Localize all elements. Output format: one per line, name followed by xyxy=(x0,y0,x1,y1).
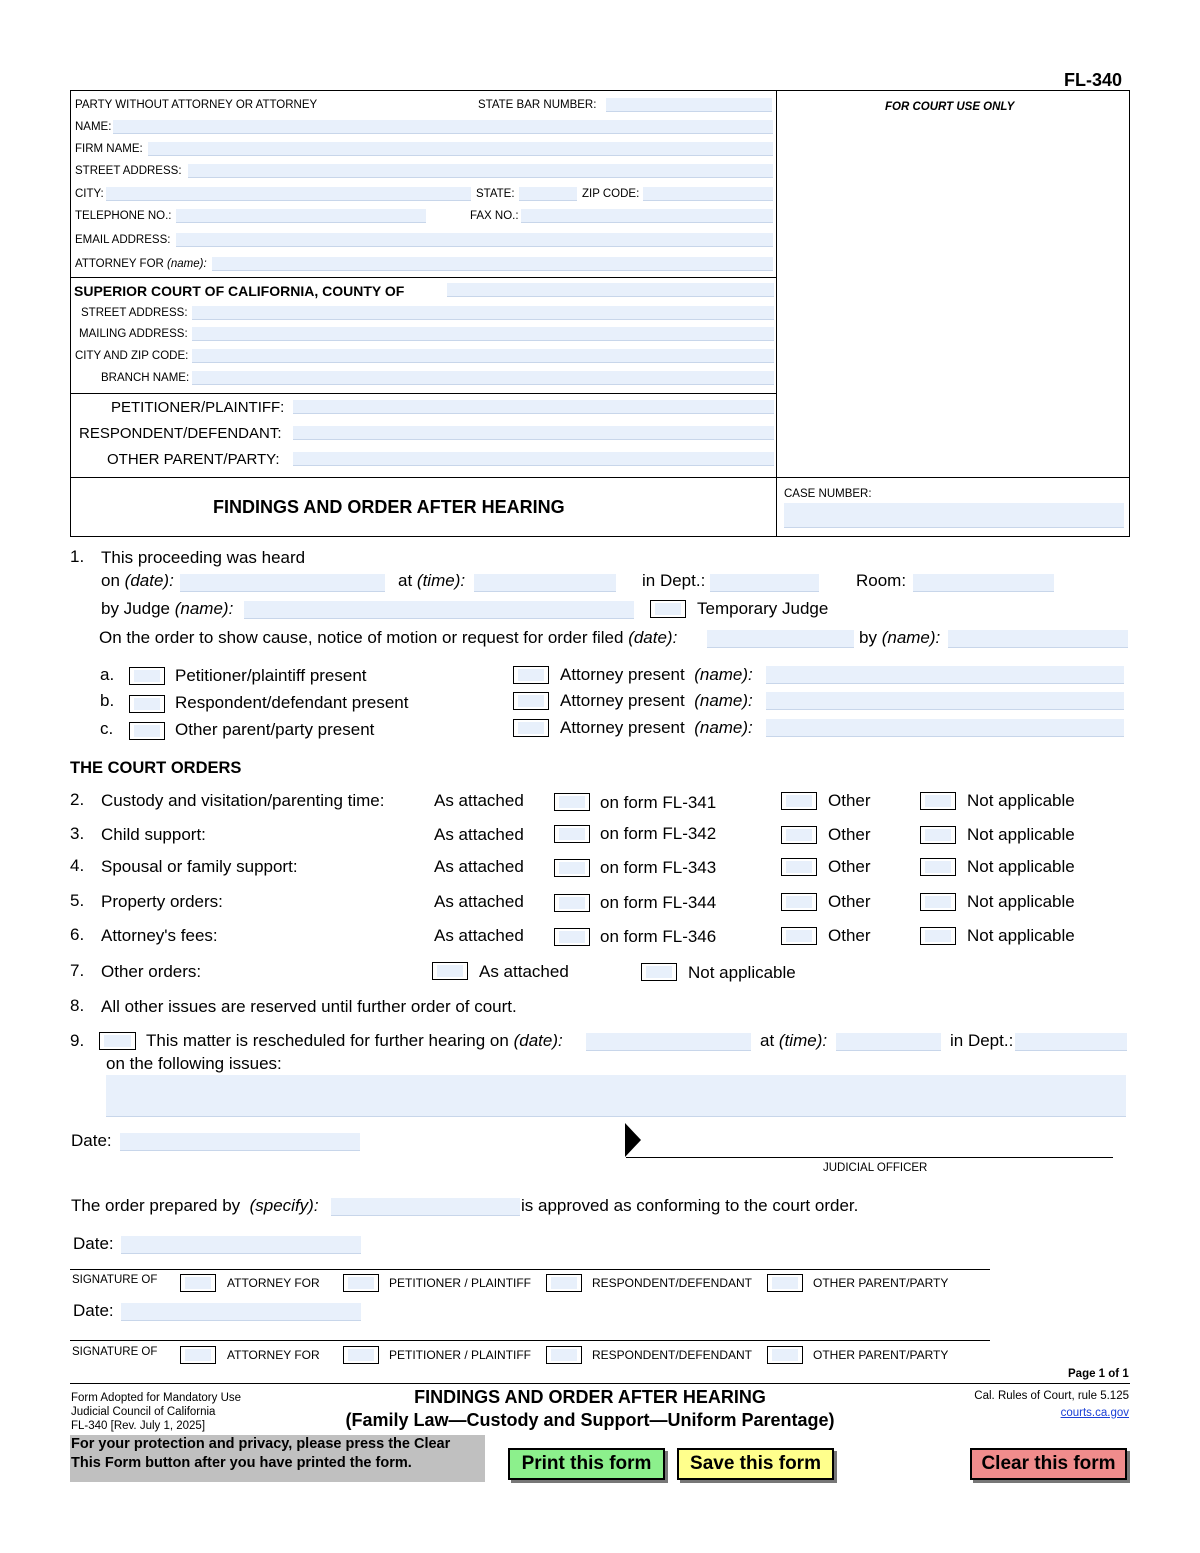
court-branch-field[interactable] xyxy=(192,371,774,385)
item1-judge: by Judge (name): xyxy=(101,599,234,618)
item1-on: on (date): xyxy=(101,571,174,590)
sig2-date-label: Date: xyxy=(73,1301,114,1320)
sig2-attorney-checkbox[interactable] xyxy=(180,1346,216,1364)
court-street-field[interactable] xyxy=(192,306,774,320)
order-number: 2. xyxy=(70,790,85,809)
form-number: FL-340 xyxy=(1064,70,1123,90)
other-label: Other xyxy=(828,926,871,945)
fax-field[interactable] xyxy=(521,209,773,223)
respondent-present-label: Respondent/defendant present xyxy=(175,693,409,712)
sig2-petitioner-checkbox[interactable] xyxy=(343,1346,379,1364)
form-fl341-checkbox[interactable] xyxy=(554,793,590,811)
order-label: Attorney's fees: xyxy=(101,926,218,945)
other-label: Other xyxy=(828,825,871,844)
fees-other-checkbox[interactable] xyxy=(781,927,817,945)
city-field[interactable] xyxy=(106,187,471,201)
hearing-time-field[interactable] xyxy=(474,574,616,592)
form-fl344-checkbox[interactable] xyxy=(554,894,590,912)
other-label: Other xyxy=(828,791,871,810)
item9-at: at (time): xyxy=(760,1031,828,1050)
hearing-date-field[interactable] xyxy=(180,574,385,592)
attorney-for-field[interactable] xyxy=(212,257,773,271)
other-orders-na-label: Not applicable xyxy=(688,963,796,982)
item1-osc: On the order to show cause, notice of motion or request for order filed (date): xyxy=(99,628,678,647)
respondent-attorney-checkbox[interactable] xyxy=(513,692,549,710)
courts-link[interactable]: courts.ca.gov xyxy=(1060,1407,1129,1419)
privacy-line-1: For your protection and privacy, please press the Clear xyxy=(71,1436,451,1452)
petitioner-attorney-label: Attorney present (name): xyxy=(560,665,753,684)
item7-number: 7. xyxy=(70,961,85,980)
footer-title-1: FINDINGS AND ORDER AFTER HEARING xyxy=(414,1387,766,1407)
item7-label: Other orders: xyxy=(101,962,202,981)
phone-field[interactable] xyxy=(176,209,426,223)
court-orders-heading: THE COURT ORDERS xyxy=(70,759,242,777)
other-parent-attorney-field[interactable] xyxy=(766,719,1124,737)
item1-room: Room: xyxy=(856,571,907,590)
form-fl346-label: on form FL-346 xyxy=(600,927,717,946)
name-label: NAME: xyxy=(75,121,112,133)
hearing-dept-field[interactable] xyxy=(710,574,819,592)
footer-title-2: (Family Law—Custody and Support—Uniform Parentage) xyxy=(345,1410,835,1430)
petitioner-present-label: Petitioner/plaintiff present xyxy=(175,666,367,685)
party-a-letter: a. xyxy=(100,665,115,684)
court-rule: Cal. Rules of Court, rule 5.125 xyxy=(974,1390,1129,1402)
not-applicable-label: Not applicable xyxy=(967,791,1075,810)
other-orders-attached-label: As attached xyxy=(479,962,569,981)
state-bar-field[interactable] xyxy=(606,98,772,112)
attorney-for-label: ATTORNEY FOR (name): xyxy=(75,258,207,270)
rescheduled-date-field[interactable] xyxy=(586,1033,751,1051)
page-number: Page 1 of 1 xyxy=(1068,1368,1129,1380)
approved-label: is approved as conforming to the court order. xyxy=(521,1196,859,1215)
sig2-signature-of: SIGNATURE OF xyxy=(72,1346,158,1358)
temporary-judge-checkbox[interactable] xyxy=(650,600,686,618)
rescheduled-dept-field[interactable] xyxy=(1015,1033,1127,1051)
as-attached-label: As attached xyxy=(434,791,524,810)
privacy-notice xyxy=(70,1435,485,1482)
party-b-letter: b. xyxy=(100,691,115,710)
zip-field[interactable] xyxy=(643,187,773,201)
other-label: Other xyxy=(828,857,871,876)
order-number: 4. xyxy=(70,856,85,875)
judicial-officer-label: JUDICIAL OFFICER xyxy=(823,1162,928,1174)
court-mailing-label: MAILING ADDRESS: xyxy=(79,328,188,340)
item1-heard: This proceeding was heard xyxy=(101,548,306,567)
street-field[interactable] xyxy=(188,164,773,178)
item9-number: 9. xyxy=(70,1031,85,1050)
custody-na-checkbox[interactable] xyxy=(920,792,956,810)
state-bar-label: STATE BAR NUMBER: xyxy=(478,99,597,111)
item9-issues-label: on the following issues: xyxy=(106,1054,282,1073)
not-applicable-label: Not applicable xyxy=(967,825,1075,844)
order-label: Spousal or family support: xyxy=(101,857,298,876)
order-number: 3. xyxy=(70,824,85,843)
petitioner-field[interactable] xyxy=(293,400,774,414)
sig2-petitioner-label: PETITIONER / PLAINTIFF xyxy=(389,1348,532,1362)
property-other-checkbox[interactable] xyxy=(781,893,817,911)
temporary-judge-label: Temporary Judge xyxy=(697,599,829,618)
sig1-date-label: Date: xyxy=(73,1234,114,1253)
petitioner-present-checkbox[interactable] xyxy=(129,667,165,685)
order-number: 6. xyxy=(70,925,85,944)
item9-dept: in Dept.: xyxy=(950,1031,1014,1050)
spousal-support-na-checkbox[interactable] xyxy=(920,858,956,876)
respondent-label: RESPONDENT/DEFENDANT: xyxy=(79,425,282,442)
sig1-petitioner-checkbox[interactable] xyxy=(343,1274,379,1292)
item1-dept: in Dept.: xyxy=(642,571,706,590)
other-orders-attached-checkbox[interactable] xyxy=(432,962,468,980)
other-parent-present-label: Other parent/party present xyxy=(175,720,375,739)
state-field[interactable] xyxy=(519,187,577,201)
item1-by: by (name): xyxy=(859,628,941,647)
case-number-label: CASE NUMBER: xyxy=(784,488,872,500)
sig1-other-checkbox[interactable] xyxy=(767,1274,803,1292)
item1-number: 1. xyxy=(70,547,85,566)
as-attached-label: As attached xyxy=(434,825,524,844)
other-parent-attorney-checkbox[interactable] xyxy=(513,719,549,737)
sig1-line xyxy=(70,1269,990,1270)
rescheduled-time-field[interactable] xyxy=(836,1033,941,1051)
property-na-checkbox[interactable] xyxy=(920,893,956,911)
not-applicable-label: Not applicable xyxy=(967,892,1075,911)
order-label: Custody and visitation/parenting time: xyxy=(101,791,385,810)
item9-label: This matter is rescheduled for further hearing on (date): xyxy=(146,1031,563,1050)
order-label: Child support: xyxy=(101,825,206,844)
sig2-date-field[interactable] xyxy=(121,1303,361,1321)
other-parent-field[interactable] xyxy=(293,452,774,466)
firm-field[interactable] xyxy=(148,142,773,156)
adopted-line-3: FL-340 [Rev. July 1, 2025] xyxy=(71,1420,206,1432)
footer-rule xyxy=(70,1383,1130,1384)
sig1-attorney-checkbox[interactable] xyxy=(180,1274,216,1292)
hearing-room-field[interactable] xyxy=(913,574,1054,592)
zip-label: ZIP CODE: xyxy=(582,188,640,200)
order-number: 5. xyxy=(70,891,85,910)
osc-by-field[interactable] xyxy=(948,630,1128,648)
sig2-other-checkbox[interactable] xyxy=(767,1346,803,1364)
firm-label: FIRM NAME: xyxy=(75,143,143,155)
other-orders-na-checkbox[interactable] xyxy=(641,963,677,981)
sig2-respondent-label: RESPONDENT/DEFENDANT xyxy=(592,1348,753,1362)
privacy-line-2: This Form button after you have printed the form. xyxy=(71,1455,412,1471)
sig1-signature-of: SIGNATURE OF xyxy=(72,1274,158,1286)
adopted-line-2: Judicial Council of California xyxy=(71,1406,216,1418)
as-attached-label: As attached xyxy=(434,926,524,945)
case-number-field[interactable] xyxy=(784,503,1124,528)
email-field[interactable] xyxy=(176,233,773,247)
sig1-other-label: OTHER PARENT/PARTY xyxy=(813,1276,949,1290)
adopted-line-1: Form Adopted for Mandatory Use xyxy=(71,1392,242,1404)
party-label: PARTY WITHOUT ATTORNEY OR ATTORNEY xyxy=(75,99,318,111)
respondent-field[interactable] xyxy=(293,426,774,440)
petitioner-attorney-field[interactable] xyxy=(766,666,1124,684)
form-title: FINDINGS AND ORDER AFTER HEARING xyxy=(213,497,565,517)
form-fl342-label: on form FL-342 xyxy=(600,824,717,843)
custody-other-checkbox[interactable] xyxy=(781,792,817,810)
sig2-other-label: OTHER PARENT/PARTY xyxy=(813,1348,949,1362)
name-field[interactable] xyxy=(113,120,773,134)
spousal-support-other-checkbox[interactable] xyxy=(781,858,817,876)
respondent-attorney-label: Attorney present (name): xyxy=(560,691,753,710)
sig2-line xyxy=(70,1340,990,1341)
sig1-petitioner-label: PETITIONER / PLAINTIFF xyxy=(389,1276,532,1290)
item1-at: at (time): xyxy=(398,571,466,590)
court-branch-label: BRANCH NAME: xyxy=(101,372,190,384)
fax-label: FAX NO.: xyxy=(470,210,519,222)
court-city-field[interactable] xyxy=(192,349,774,363)
petitioner-attorney-checkbox[interactable] xyxy=(513,666,549,684)
court-title: SUPERIOR COURT OF CALIFORNIA, COUNTY OF xyxy=(74,283,405,299)
other-parent-label: OTHER PARENT/PARTY: xyxy=(107,451,280,468)
form-fl346-checkbox[interactable] xyxy=(554,928,590,946)
judge-signature-line xyxy=(626,1157,1113,1158)
judge-date-label: Date: xyxy=(71,1131,112,1150)
court-city-label: CITY AND ZIP CODE: xyxy=(75,350,189,362)
city-label: CITY: xyxy=(75,188,104,200)
sig2-attorney-label: ATTORNEY FOR xyxy=(227,1348,320,1362)
rescheduled-checkbox[interactable] xyxy=(99,1032,136,1050)
not-applicable-label: Not applicable xyxy=(967,926,1075,945)
street-label: STREET ADDRESS: xyxy=(75,165,182,177)
not-applicable-label: Not applicable xyxy=(967,857,1075,876)
sig1-respondent-checkbox[interactable] xyxy=(546,1274,582,1292)
respondent-present-checkbox[interactable] xyxy=(129,695,165,713)
osc-date-field[interactable] xyxy=(707,630,854,648)
form-fl344-label: on form FL-344 xyxy=(600,893,717,912)
email-label: EMAIL ADDRESS: xyxy=(75,234,171,246)
form-fl342-checkbox[interactable] xyxy=(554,825,590,843)
judge-name-field[interactable] xyxy=(244,601,634,619)
county-field[interactable] xyxy=(447,283,774,297)
petitioner-label: PETITIONER/PLAINTIFF: xyxy=(111,399,285,416)
other-parent-present-checkbox[interactable] xyxy=(129,722,165,740)
as-attached-label: As attached xyxy=(434,857,524,876)
sig1-attorney-label: ATTORNEY FOR xyxy=(227,1276,320,1290)
prepared-by-label: The order prepared by (specify): xyxy=(71,1196,319,1215)
as-attached-label: As attached xyxy=(434,892,524,911)
order-label: Property orders: xyxy=(101,892,223,911)
child-support-na-checkbox[interactable] xyxy=(920,826,956,844)
court-use-label: FOR COURT USE ONLY xyxy=(885,101,1015,113)
sig1-respondent-label: RESPONDENT/DEFENDANT xyxy=(592,1276,753,1290)
signature-arrow-icon xyxy=(625,1123,641,1157)
judge-date-field[interactable] xyxy=(120,1133,360,1151)
print-button[interactable]: Print this form xyxy=(508,1448,665,1480)
sig1-date-field[interactable] xyxy=(121,1236,361,1254)
child-support-other-checkbox[interactable] xyxy=(781,826,817,844)
item8-number: 8. xyxy=(70,996,85,1015)
phone-label: TELEPHONE NO.: xyxy=(75,210,172,222)
form-fl341-label: on form FL-341 xyxy=(600,793,717,812)
state-label: STATE: xyxy=(476,188,515,200)
sig2-respondent-checkbox[interactable] xyxy=(546,1346,582,1364)
clear-button[interactable]: Clear this form xyxy=(970,1448,1127,1480)
other-label: Other xyxy=(828,892,871,911)
item8-label: All other issues are reserved until further order of court. xyxy=(101,997,517,1016)
issues-field[interactable] xyxy=(106,1075,1126,1117)
prepared-by-field[interactable] xyxy=(331,1198,520,1216)
fees-na-checkbox[interactable] xyxy=(920,927,956,945)
other-parent-attorney-label: Attorney present (name): xyxy=(560,718,753,737)
save-button[interactable]: Save this form xyxy=(677,1448,834,1480)
party-c-letter: c. xyxy=(100,719,114,738)
court-street-label: STREET ADDRESS: xyxy=(81,307,188,319)
form-fl343-checkbox[interactable] xyxy=(554,859,590,877)
form-fl343-label: on form FL-343 xyxy=(600,858,717,877)
respondent-attorney-field[interactable] xyxy=(766,692,1124,710)
court-mailing-field[interactable] xyxy=(192,327,774,341)
